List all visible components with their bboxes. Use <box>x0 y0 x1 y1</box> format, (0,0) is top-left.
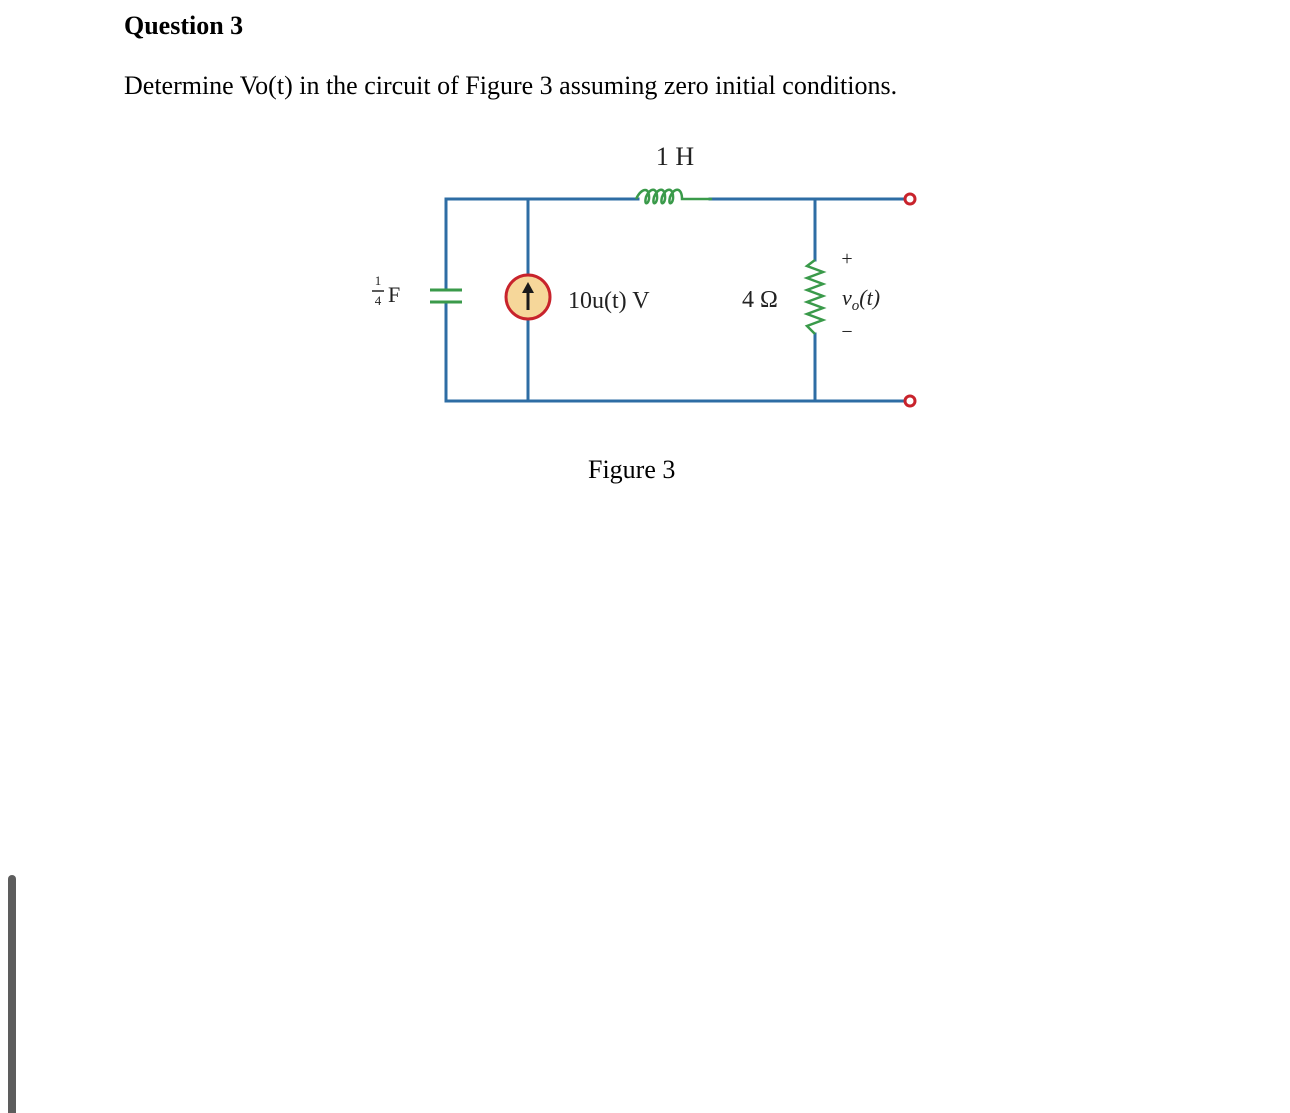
resistor-zigzag <box>807 260 823 334</box>
question-heading: Question 3 <box>124 11 244 40</box>
output-terminal-top <box>905 194 915 204</box>
capacitor-label-denominator: 4 <box>374 293 382 308</box>
output-plus-sign: + <box>841 248 853 270</box>
capacitor <box>430 290 462 302</box>
source-label: 10u(t) V <box>568 288 650 314</box>
circuit-diagram <box>360 135 940 415</box>
question-prompt: Determine Vo(t) in the circuit of Figure 3 assuming zero initial conditions. <box>124 71 898 100</box>
scroll-handle[interactable] <box>8 875 16 1113</box>
inductor-coil <box>636 190 712 204</box>
output-terminal-bottom <box>905 396 915 406</box>
capacitor-label-unit: F <box>388 282 401 307</box>
figure-caption: Figure 3 <box>588 455 676 484</box>
output-minus-sign: − <box>841 321 853 343</box>
inductor-label: 1 H <box>655 142 695 171</box>
capacitor-label-numerator: 1 <box>374 273 382 288</box>
output-label: $v_o(t)$ <box>842 285 881 314</box>
resistor-label: 4 Ω <box>742 287 778 313</box>
